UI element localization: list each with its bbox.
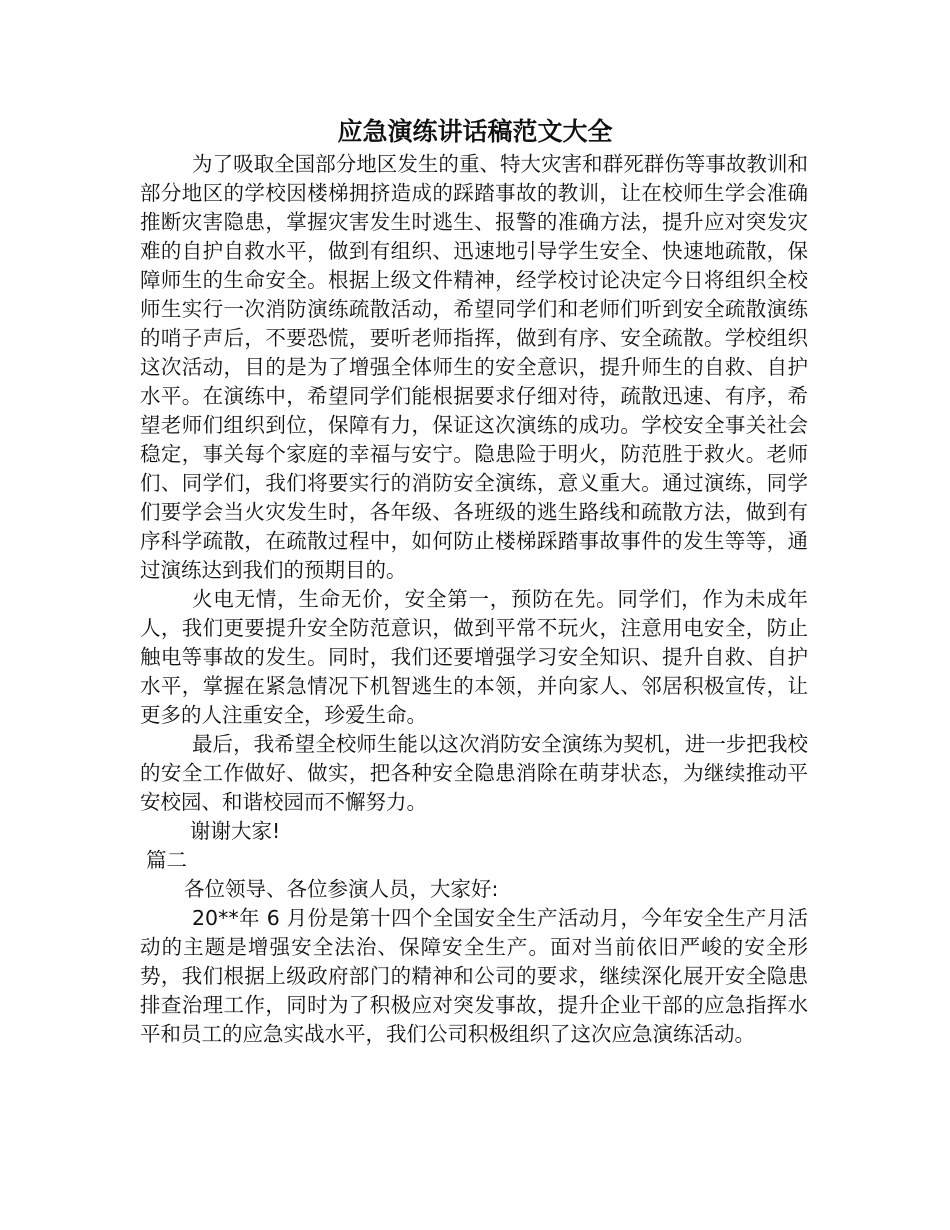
paragraph-thanks: 谢谢大家! [190,819,281,843]
paragraph-safety: 火电无情，生命无价，安全第一，预防在先。同学们，作为未成年人，我们更要提升安全防范意识，做到平常不玩火，注意用电安全，防止触电等事故的发生。同时，我们还要增强学习安全知识、提升自救、自护水平，掌握在紧急情况下机智逃生的本领，并向家人、邻居积极宣传，让更多的人注重安全，珍爱生命。 [140,587,808,727]
paragraph-closing: 最后，我希望全校师生能以这次消防安全演练为契机，进一步把我校的安全工作做好、做实，把各种安全隐患消除在萌芽状态，为继续推动平安校园、和谐校园而不懈努力。 [140,732,808,814]
paragraph-safety-month: 20**年 6 月份是第十四个全国安全生产活动月，今年安全生产月活动的主题是增强安全法治、保障安全生产。面对当前依旧严峻的安全形势，我们根据上级政府部门的精神和公司的要求，继续深化展开安全隐患排查治理工作，同时为了积极应对突发事故，提升企业干部的应急指挥水平和员工的应急实战水平，我们公司积极组织了这次应急演练活动。 [140,906,808,1046]
document-body [140,150,808,1049]
paragraph-intro: 为了吸取全国部分地区发生的重、特大灾害和群死群伤等事故教训和部分地区的学校因楼梯拥挤造成的踩踏事故的教训，让在校师生学会准确推断灾害隐患，掌握灾害发生时逃生、报警的准确方法，提升应对突发灾难的自护自救水平，做到有组织、迅速地引导学生安全、快速地疏散，保障师生的生命安全。根据上级文件精神，经学校讨论决定今日将组织全校师生实行一次消防演练疏散活动，希望同学们和老师们听到安全疏散演练的哨子声后，不要恐慌，要听老师指挥，做到有序、安全疏散。学校组织这次活动，目的是为了增强全体师生的安全意识，提升师生的自救、自护水平。在演练中，希望同学们能根据要求仔细对待，疏散迅速、有序，希望老师们组织到位，保障有力，保证这次演练的成功。学校安全事关社会稳定，事关每个家庭的幸福与安宁。隐患险于明火，防范胜于救火。老师们、同学们，我们将要实行的消防安全演练，意义重大。通过演练，同学们要学会当火灾发生时，各年级、各班级的逃生路线和疏散方法，做到有序科学疏散，在疏散过程中，如何防止楼梯踩踏事故事件的发生等等，通过演练达到我们的预期目的。 [140,152,808,582]
paragraph-greeting: 各位领导、各位参演人员，大家好: [184,877,499,901]
document-title: 应急演练讲话稿范文大全 [337,117,613,146]
section-heading-part-two: 篇二 [146,848,187,872]
